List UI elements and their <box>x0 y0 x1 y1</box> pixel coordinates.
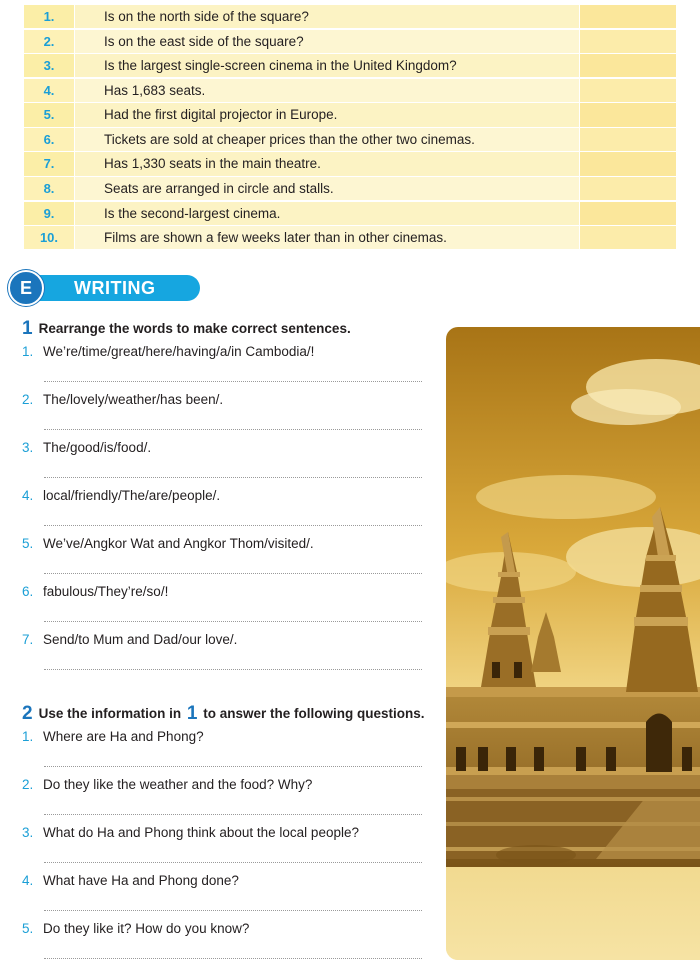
row-statement: Had the first digital projector in Europe. <box>75 103 579 126</box>
angkor-wat-photo <box>446 327 700 960</box>
exercise-instruction-start: Use the information in <box>38 706 182 721</box>
exercise-number: 1 <box>22 318 33 339</box>
answer-line[interactable] <box>44 958 422 959</box>
row-number: 7. <box>24 152 74 175</box>
row-number: 4. <box>24 79 74 102</box>
item-text: Where are Ha and Phong? <box>43 729 204 744</box>
row-number: 3. <box>24 54 74 77</box>
row-statement: Has 1,683 seats. <box>75 79 579 102</box>
list-item <box>22 584 168 599</box>
list-item <box>22 632 237 647</box>
row-statement: Is on the north side of the square? <box>75 5 579 28</box>
item-number: 4. <box>22 488 34 503</box>
list-item <box>22 440 151 455</box>
item-text: Do they like the weather and the food? Why? <box>43 777 313 792</box>
row-number: 10. <box>24 226 74 249</box>
answer-line[interactable] <box>44 814 422 815</box>
item-number: 2. <box>22 777 34 792</box>
item-number: 3. <box>22 825 34 840</box>
answer-cell[interactable] <box>580 54 676 77</box>
exercise-reference-number: 1 <box>186 703 198 724</box>
row-statement: Tickets are sold at cheaper prices than the other two cinemas. <box>75 128 579 151</box>
answer-line[interactable] <box>44 910 422 911</box>
exercise-1-heading <box>22 318 351 340</box>
exercise-2-heading <box>22 703 424 725</box>
item-text: Send/to Mum and Dad/our love/. <box>43 632 238 647</box>
table-row <box>24 177 676 200</box>
answer-line[interactable] <box>44 766 422 767</box>
item-number: 6. <box>22 584 34 599</box>
table-row <box>24 152 676 175</box>
row-number: 1. <box>24 5 74 28</box>
item-number: 2. <box>22 392 34 407</box>
table-row <box>24 5 676 28</box>
item-text: The/lovely/weather/has been/. <box>43 392 224 407</box>
list-item <box>22 488 220 503</box>
answer-line[interactable] <box>44 573 422 574</box>
row-statement: Has 1,330 seats in the main theatre. <box>75 152 579 175</box>
row-statement: Is on the east side of the square? <box>75 30 579 53</box>
list-item <box>22 825 359 840</box>
answer-cell[interactable] <box>580 5 676 28</box>
item-text: We’ve/Angkor Wat and Angkor Thom/visited/. <box>43 536 314 551</box>
row-statement: Films are shown a few weeks later than in other cinemas. <box>75 226 579 249</box>
answer-line[interactable] <box>44 525 422 526</box>
row-statement: Seats are arranged in circle and stalls. <box>75 177 579 200</box>
answer-line[interactable] <box>44 381 422 382</box>
row-number: 5. <box>24 103 74 126</box>
answer-line[interactable] <box>44 669 422 670</box>
item-number: 5. <box>22 536 34 551</box>
item-text: What have Ha and Phong done? <box>43 873 239 888</box>
section-title: WRITING <box>74 278 156 298</box>
temple-illustration <box>446 327 700 960</box>
item-text: fabulous/They’re/so/! <box>43 584 169 599</box>
table-row <box>24 79 676 102</box>
section-letter-badge: E <box>8 270 44 306</box>
answer-cell[interactable] <box>580 152 676 175</box>
answer-cell[interactable] <box>580 79 676 102</box>
answer-line[interactable] <box>44 621 422 622</box>
row-number: 8. <box>24 177 74 200</box>
row-statement: Is the second-largest cinema. <box>75 202 579 225</box>
item-number: 7. <box>22 632 34 647</box>
list-item <box>22 344 314 359</box>
table-row <box>24 103 676 126</box>
answer-cell[interactable] <box>580 226 676 249</box>
list-item <box>22 777 312 792</box>
table-row <box>24 128 676 151</box>
answer-cell[interactable] <box>580 103 676 126</box>
answer-line[interactable] <box>44 429 422 430</box>
answer-cell[interactable] <box>580 177 676 200</box>
list-item <box>22 536 314 551</box>
cinema-facts-table <box>24 5 676 251</box>
item-number: 3. <box>22 440 34 455</box>
list-item <box>22 729 204 744</box>
answer-line[interactable] <box>44 477 422 478</box>
table-row <box>24 226 676 249</box>
list-item <box>22 392 223 407</box>
row-statement: Is the largest single-screen cinema in the United Kingdom? <box>75 54 579 77</box>
answer-line[interactable] <box>44 862 422 863</box>
table-row <box>24 202 676 225</box>
table-row <box>24 30 676 53</box>
item-text: Do they like it? How do you know? <box>43 921 250 936</box>
item-text: What do Ha and Phong think about the local people? <box>43 825 359 840</box>
item-number: 5. <box>22 921 34 936</box>
item-text: The/good/is/food/. <box>43 440 152 455</box>
item-number: 1. <box>22 729 34 744</box>
answer-cell[interactable] <box>580 202 676 225</box>
exercise-number: 2 <box>22 703 33 724</box>
item-text: local/friendly/The/are/people/. <box>43 488 221 503</box>
row-number: 6. <box>24 128 74 151</box>
item-number: 4. <box>22 873 34 888</box>
section-header-writing <box>8 270 200 306</box>
answer-cell[interactable] <box>580 128 676 151</box>
exercise-instruction-end: to answer the following questions. <box>203 706 425 721</box>
list-item <box>22 873 239 888</box>
item-text: We’re/time/great/here/having/a/in Cambodia/! <box>43 344 315 359</box>
item-number: 1. <box>22 344 34 359</box>
row-number: 2. <box>24 30 74 53</box>
row-number: 9. <box>24 202 74 225</box>
table-row <box>24 54 676 77</box>
list-item <box>22 921 249 936</box>
answer-cell[interactable] <box>580 30 676 53</box>
exercise-instruction: Rearrange the words to make correct sentences. <box>38 321 351 336</box>
